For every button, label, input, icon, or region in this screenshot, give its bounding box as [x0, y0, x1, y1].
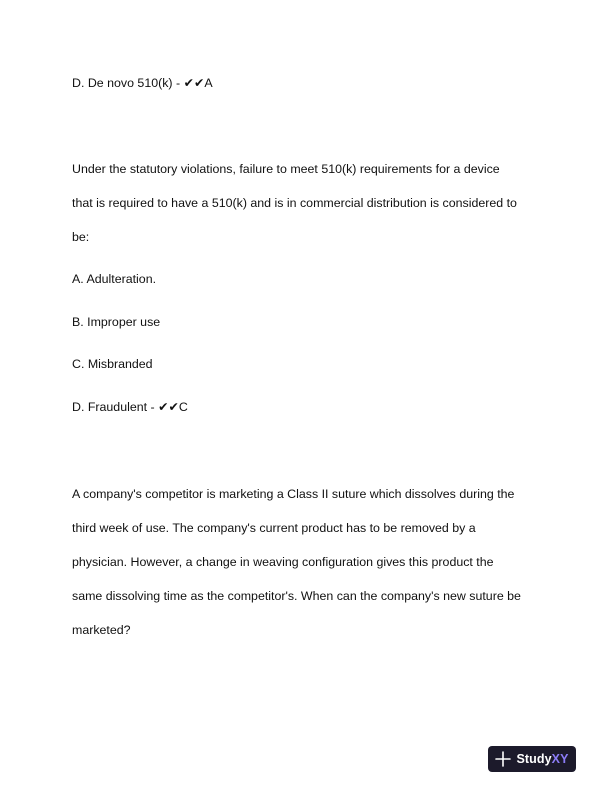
- q2-question-line-1: Under the statutory violations, failure to meet 510(k) requirements for a device: [72, 162, 500, 176]
- q3-question-line-3: physician. However, a change in weaving configuration gives this product the: [72, 555, 494, 569]
- q2-question-line-3: be:: [72, 230, 90, 244]
- q2-answer-marks: ✔✔: [158, 399, 179, 414]
- q1-answer-letter: A: [204, 76, 213, 90]
- q1-option-d-text: D. De novo 510(k) -: [72, 76, 184, 90]
- q2-option-c: C. Misbranded: [72, 357, 153, 371]
- q3-question-line-2: third week of use. The company's current product has to be removed by a: [72, 521, 476, 535]
- q1-answer-marks: ✔✔: [183, 75, 205, 90]
- q2-question-line-2: that is required to have a 510(k) and is in commercial distribution is considered to: [72, 196, 517, 210]
- q2-option-d-text: D. Fraudulent -: [72, 400, 159, 414]
- plus-icon: [495, 751, 511, 767]
- q3-question-line-5: marketed?: [72, 623, 131, 637]
- brand-name-accent: XY: [551, 752, 569, 766]
- q2-option-b: B. Improper use: [72, 315, 161, 329]
- q2-option-a: A. Adulteration.: [72, 272, 157, 286]
- q1-option-d: [72, 75, 213, 91]
- q3-question-line-4: same dissolving time as the competitor's. When can the company's new suture be: [72, 589, 521, 603]
- q3-question-line-1: A company's competitor is marketing a Class II suture which dissolves during the: [72, 487, 515, 501]
- studyxy-logo-badge[interactable]: [488, 746, 576, 772]
- q2-answer-letter: C: [178, 400, 188, 414]
- q2-option-d: [72, 399, 188, 415]
- brand-name-main: Study: [516, 752, 552, 766]
- brand-name: [516, 752, 568, 766]
